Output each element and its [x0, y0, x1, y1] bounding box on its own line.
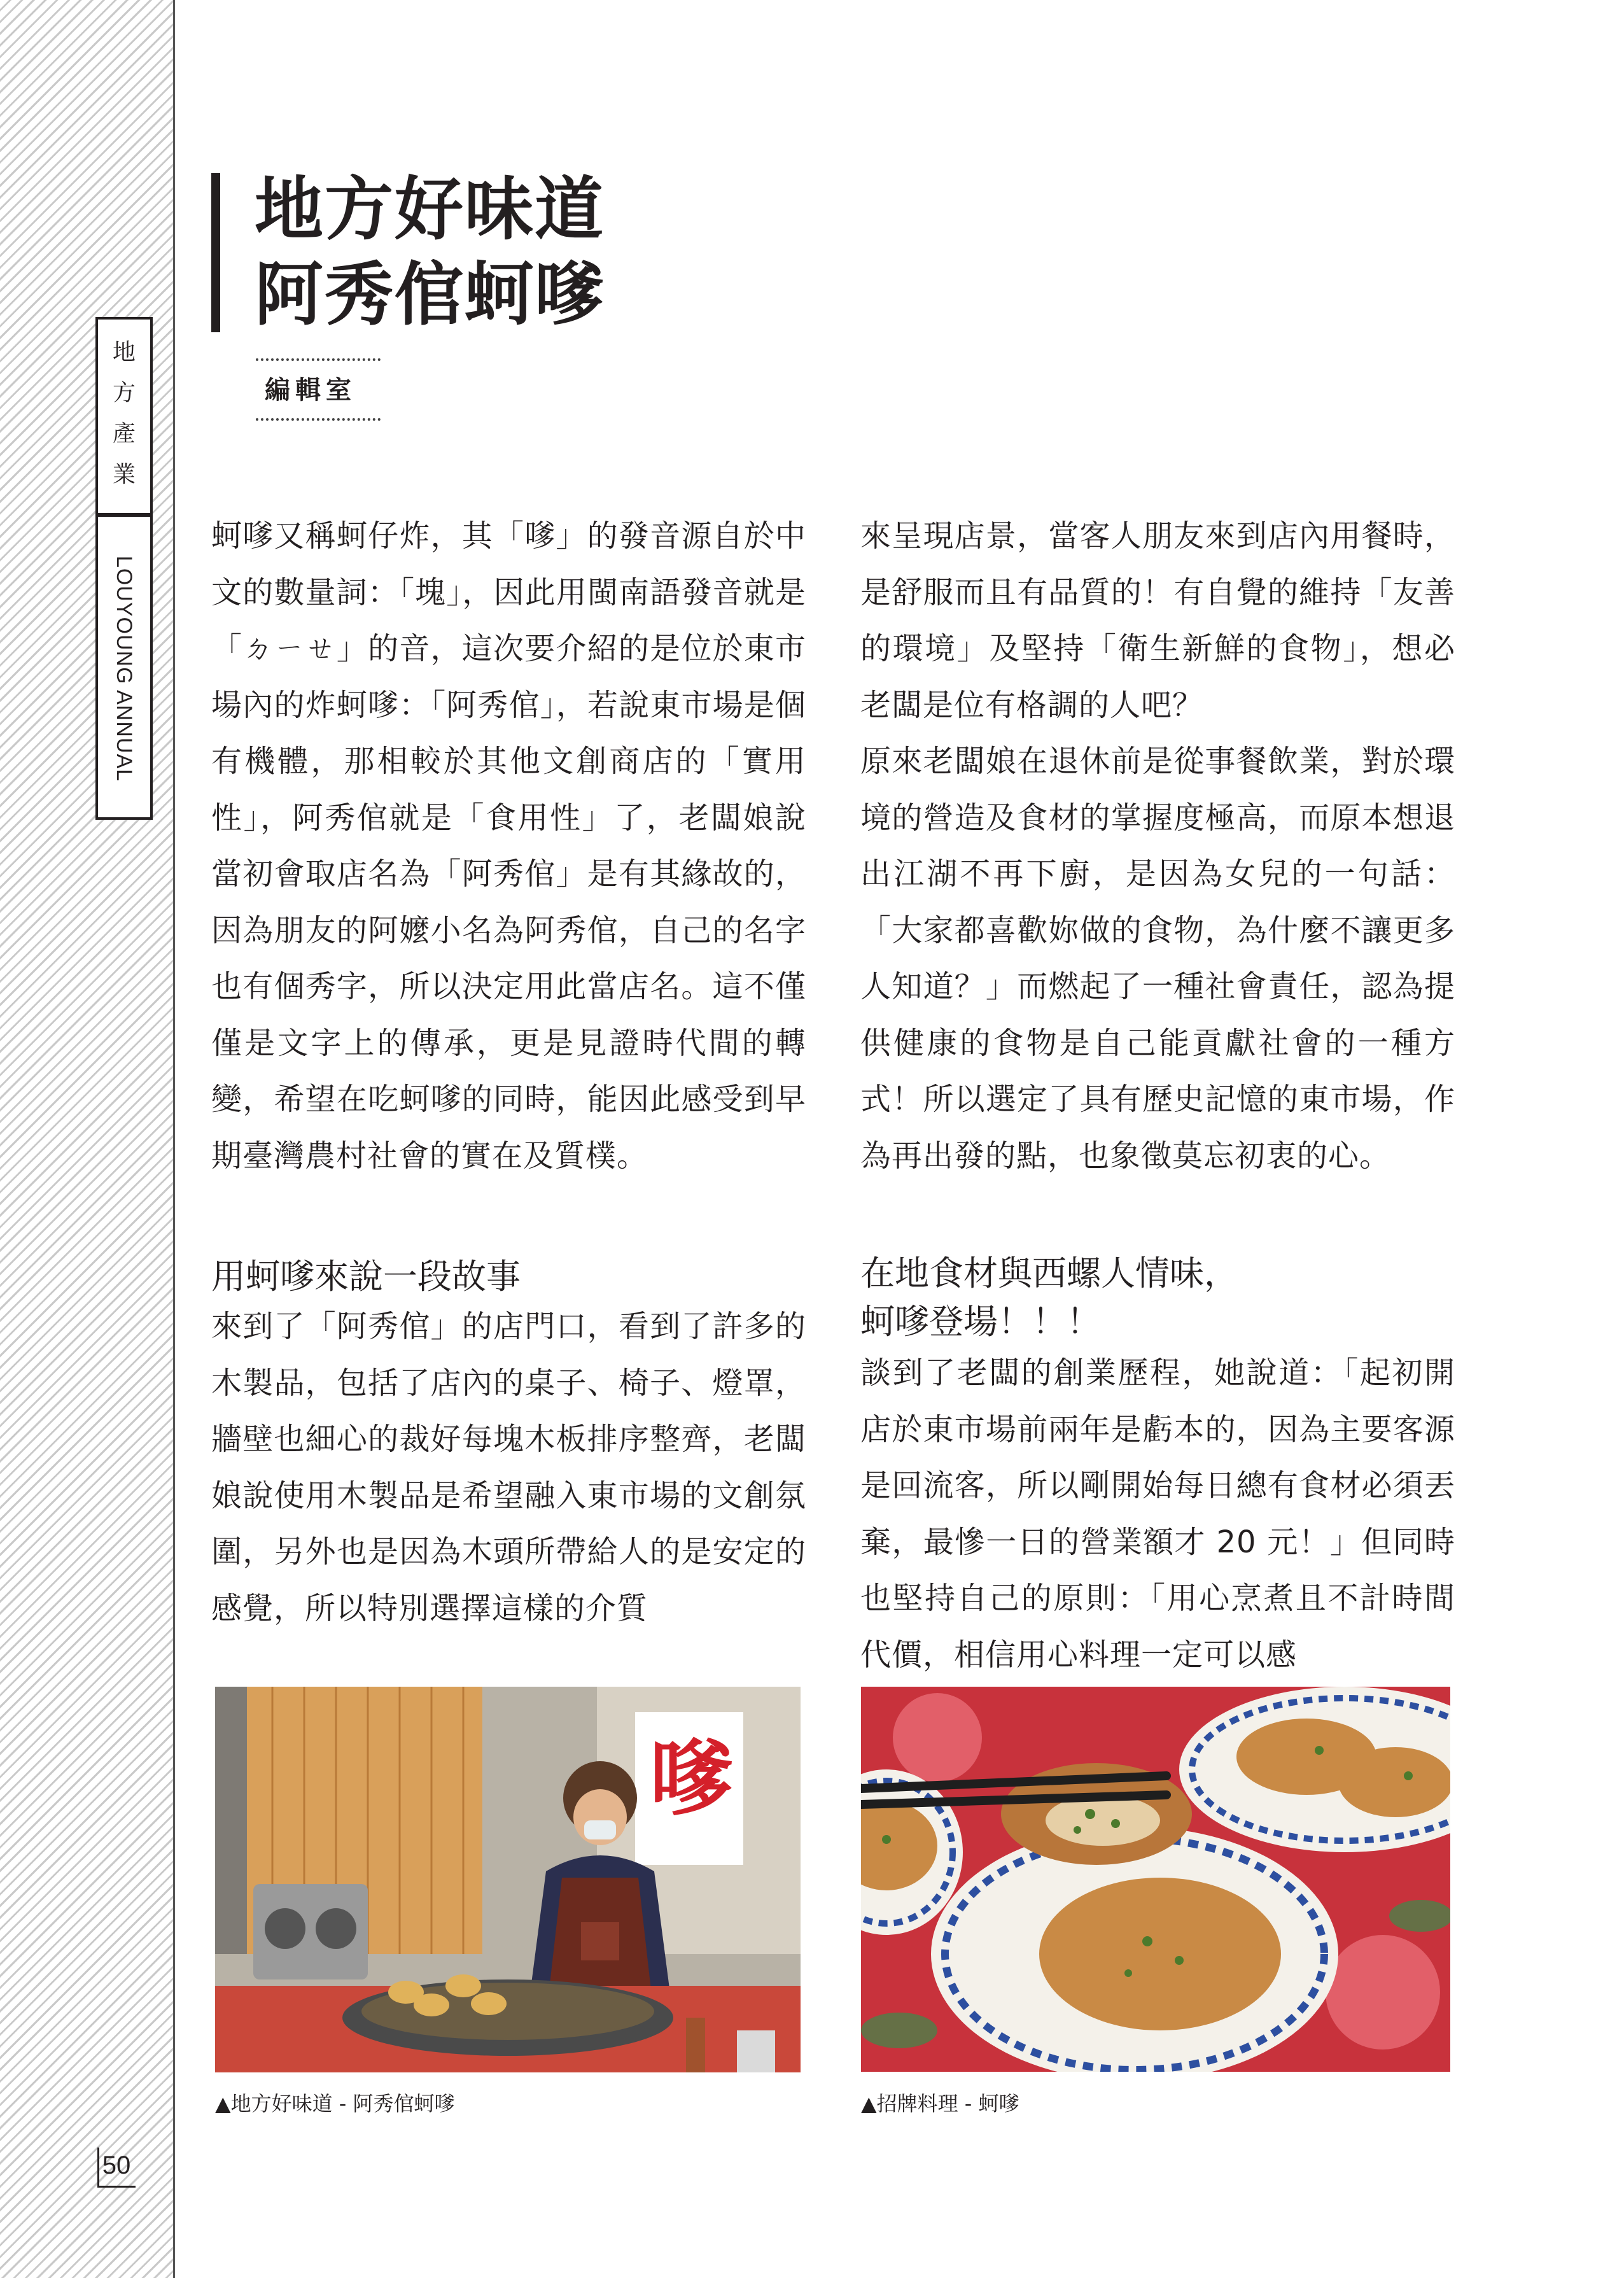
oyster-fritter-photo — [861, 1687, 1450, 2072]
author-name: 編輯室 — [265, 375, 356, 405]
right-paragraph-2: 原來老闆娘在退休前是從事餐飲業，對於環境的營造及食材的掌握度極高，而原本想退出江湖不再下廚，是因為女兒的一句話：「大家都喜歡妳做的食物，為什麼不讓更多人知道？」而燃起了一種社會責任，認為提供健康的食物是自己能貢獻社會的一種方式！所以選定了具有歷史記憶的東市場，作為再出發的點，也象徵莫忘初衷的心。 — [860, 743, 1455, 1174]
article-title — [255, 167, 764, 337]
right-paragraph-1: 來呈現店景，當客人朋友來到店內用餐時，是舒服而且有品質的！有自覺的維持「友善的環境」及堅持「衛生新鮮的食物」，想必老闆是位有格調的人吧？ — [860, 518, 1455, 723]
intro-paragraph: 蚵嗲又稱蚵仔炸，其「嗲」的發音源自於中文的數量詞：「塊」，因此用閩南語發音就是「ㄉㄧㄝ」的音，這次要介紹的是位於東市場內的炸蚵嗲：「阿秀倌」，若說東市場是個有機體，那相較於其他文創商店的「實用性」，阿秀倌就是「食用性」了，老闆娘說當初會取店名為「阿秀倌」是有其緣故的，因為朋友的阿嬤小名為阿秀倌，自己的名字也有個秀字，所以決定用此當店名。這不僅僅是文字上的傳承，更是見證時代間的轉變，希望在吃蚵嗲的同時，能因此感受到早期臺灣農村社會的實在及質樸。 — [211, 518, 806, 1174]
sidebar-divider-line — [173, 0, 175, 2278]
magazine-name-wrap — [98, 522, 150, 815]
shop-owner-photo — [215, 1687, 801, 2072]
section-heading-line2: 蚵嗲登場！！！ — [860, 1302, 1101, 1342]
svg-text:嗲: 嗲 — [649, 1730, 733, 1827]
story-paragraph: 來到了「阿秀倌」的店門口，看到了許多的木製品，包括了店內的桌子、椅子、燈罩，牆壁也細心的裁好每塊木板排序整齊，老闆娘說使用木製品是希望融入東市場的文創氛圍，另外也是因為木頭所帶給人的是安定的感覺，所以特別選擇這樣的介質 — [211, 1309, 806, 1626]
article-title-line1: 地方好味道 — [255, 169, 605, 250]
section-heading-line1: 在地食材與西螺人情味， — [860, 1253, 1238, 1293]
section-char: 業 — [112, 461, 136, 488]
page-number: 50 — [97, 2148, 136, 2188]
left-photo-caption: ▲地方好味道 - 阿秀倌蚵嗲 — [215, 2092, 455, 2116]
section-char: 地 — [112, 339, 136, 365]
article-title-line2: 阿秀倌蚵嗲 — [255, 255, 605, 335]
section-char: 方 — [112, 380, 136, 406]
author-block — [256, 358, 381, 421]
section-heading-local-ingredients — [860, 1249, 1455, 1346]
title-accent-bar — [211, 173, 220, 332]
section-heading-story: 用蚵嗲來說一段故事 — [211, 1256, 521, 1297]
left-column-section — [211, 1253, 806, 1636]
right-column — [860, 508, 1455, 1184]
right-photo-caption: ▲招牌料理 - 蚵嗲 — [861, 2092, 1019, 2116]
founding-paragraph: 談到了老闆的創業歷程，她說道：「起初開店於東市場前兩年是虧本的，因為主要客源是回流客，所以剛開始每日總有食材必須丟棄，最慘一日的營業額才 20 元！」但同時也堅持自己的原則：「用心烹煮且不計時間代價，相信用心料理一定可以感 — [860, 1355, 1455, 1673]
left-column — [211, 508, 806, 1184]
section-tab — [95, 317, 153, 820]
section-char: 產 — [112, 421, 136, 447]
right-column-section — [860, 1249, 1455, 1683]
magazine-name: LOUYOUNG ANNUAL — [112, 555, 137, 782]
section-label — [98, 320, 150, 517]
